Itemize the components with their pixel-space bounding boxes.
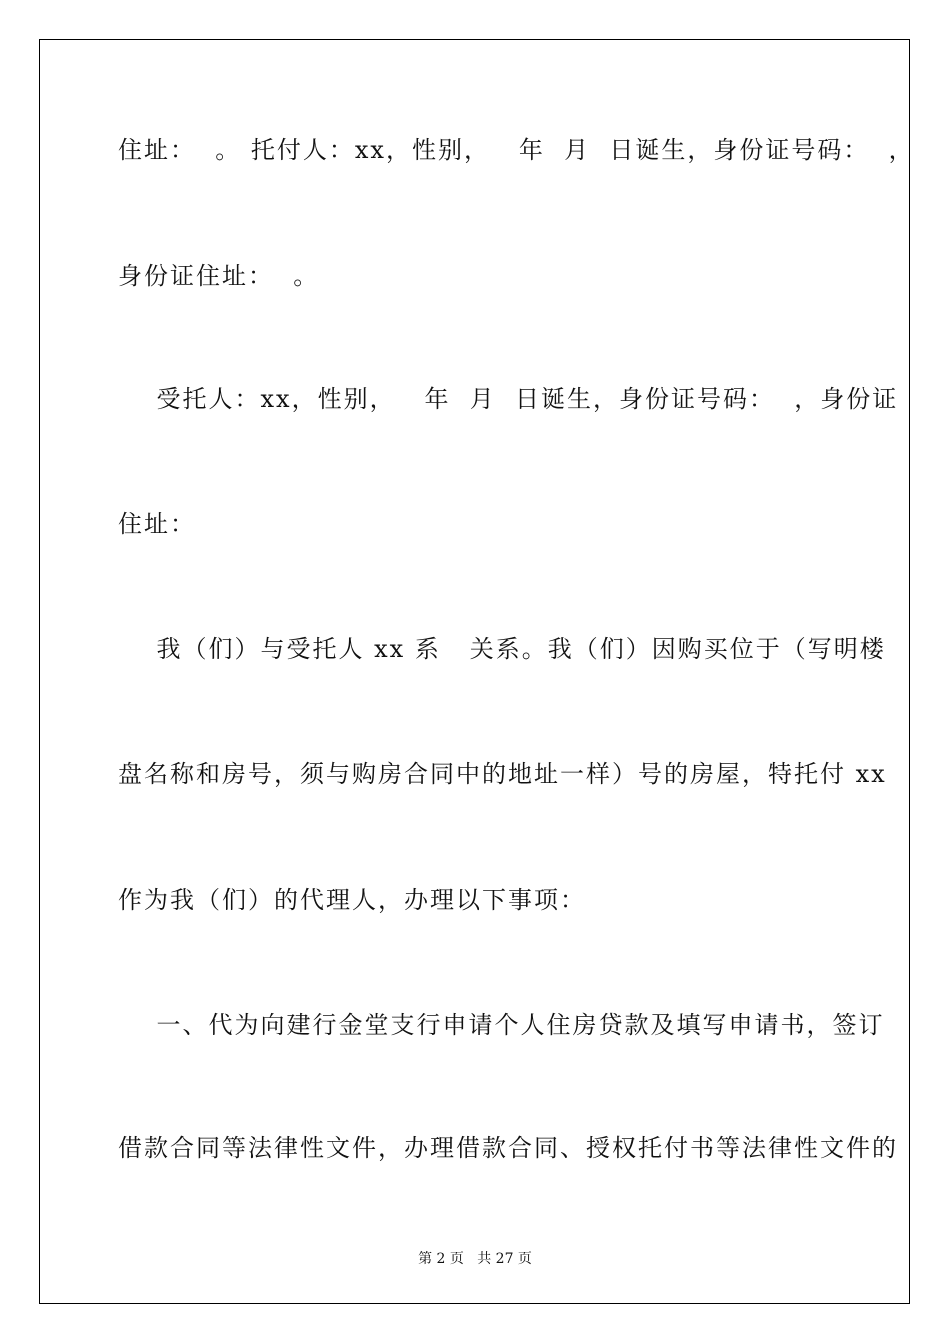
text-line-6: 盘名称和房号，须与购房合同中的地址一样）号的房屋，特托付 xx (118, 760, 887, 788)
page-border (39, 39, 915, 1304)
text-line-3: 受托人：xx，性别， 年 月 日诞生，身份证号码： ，身份证 (118, 385, 899, 413)
text-line-4: 住址： (118, 510, 196, 538)
text-line-2: 身份证住址： 。 (118, 262, 320, 290)
text-line-7: 作为我（们）的代理人，办理以下事项： (118, 886, 586, 914)
text-line-1: 住址： 。 托付人：xx，性别， 年 月 日诞生，身份证号码： ， (118, 136, 915, 164)
page-number-footer: 第 2 页 共 27 页 (418, 1251, 532, 1267)
text-line-5: 我（们）与受托人 xx 系 关系。我（们）因购买位于（写明楼 (118, 635, 886, 663)
text-line-8: 一、代为向建行金堂支行申请个人住房贷款及填写申请书，签订 (118, 1011, 885, 1039)
text-line-9: 借款合同等法律性文件，办理借款合同、授权托付书等法律性文件的 (118, 1134, 898, 1162)
